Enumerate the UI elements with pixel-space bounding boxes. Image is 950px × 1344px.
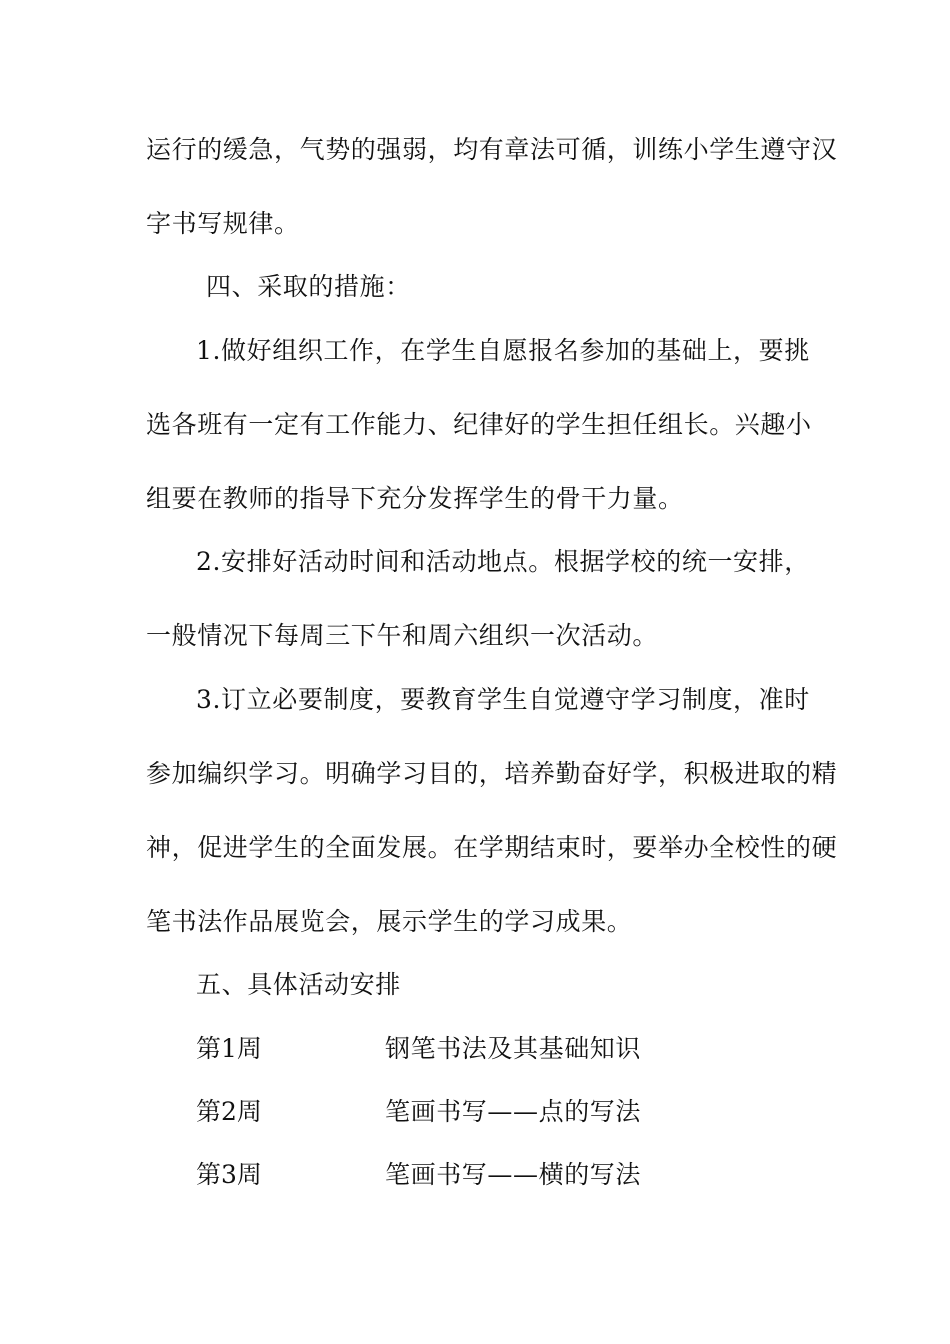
body-text-line: 运行的缓急，气势的强弱，均有章法可循，训练小学生遵守汉 bbox=[146, 135, 838, 164]
body-text-line: 选各班有一定有工作能力、纪律好的学生担任组长。兴趣小 bbox=[146, 410, 812, 439]
schedule-week-topic: 笔画书写——横的写法 bbox=[385, 1160, 642, 1189]
body-text-line: 组要在教师的指导下充分发挥学生的骨干力量。 bbox=[146, 484, 684, 513]
section-heading-schedule: 五、具体活动安排 bbox=[196, 970, 401, 999]
section-heading-measures: 四、采取的措施： bbox=[206, 272, 411, 301]
schedule-week-label: 第2周 bbox=[196, 1097, 262, 1126]
body-text-line: 字书写规律。 bbox=[146, 209, 300, 238]
schedule-week-topic: 笔画书写——点的写法 bbox=[385, 1097, 642, 1126]
body-text-line: 一般情况下每周三下午和周六组织一次活动。 bbox=[146, 621, 659, 650]
body-text-line: 2.安排好活动时间和活动地点。根据学校的统一安排， bbox=[196, 547, 810, 576]
body-text-line: 笔书法作品展览会，展示学生的学习成果。 bbox=[146, 907, 633, 936]
schedule-week-topic: 钢笔书法及其基础知识 bbox=[385, 1034, 642, 1063]
body-text-line: 参加编织学习。明确学习目的，培养勤奋好学，积极进取的精 bbox=[146, 759, 838, 788]
body-text-line: 神，促进学生的全面发展。在学期结束时，要举办全校性的硬 bbox=[146, 833, 838, 862]
body-text-line: 1.做好组织工作，在学生自愿报名参加的基础上，要挑 bbox=[196, 336, 810, 365]
schedule-week-label: 第3周 bbox=[196, 1160, 262, 1189]
body-text-line: 3.订立必要制度，要教育学生自觉遵守学习制度，准时 bbox=[196, 685, 810, 714]
schedule-week-label: 第1周 bbox=[196, 1034, 262, 1063]
